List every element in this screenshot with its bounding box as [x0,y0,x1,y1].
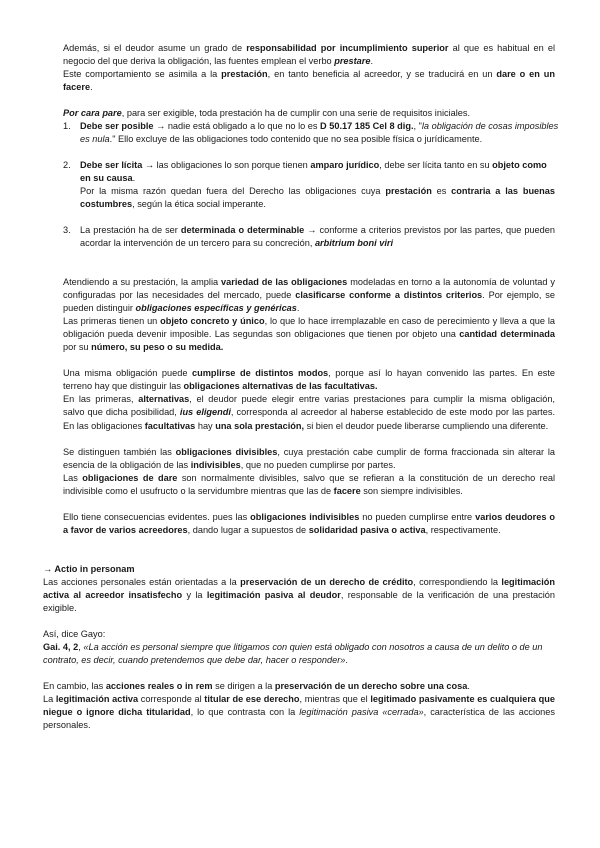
text-run: prestación [221,69,268,79]
text-line [63,381,378,392]
text-run: , " [413,121,422,131]
text-line [43,707,555,718]
text-run: indivisibles [190,460,241,470]
text-run: se dirigen a la [212,681,275,691]
text-run: costumbres [80,199,133,209]
text-run: , que no pueden cumplirse por partes. [240,460,396,470]
text-run: Una misma obligación puede [63,368,193,378]
text-line [80,160,547,171]
text-run: variedad de las obligaciones [221,277,348,287]
text-run: facere [63,82,91,92]
text-run: Ello tiene consecuencias evidentes. pues las [63,512,251,522]
text-line [63,512,555,523]
text-run: → conforme a criterios previstos por las partes, que pueden [304,225,555,235]
text-run: Se distinguen también las [63,447,176,457]
text-line [63,43,555,54]
text-run: . [132,173,136,183]
text-run: , corresponda al acreedor al haberse establecido de este modo por las partes. [230,407,555,417]
text-run: ." Ello excluye de las obligaciones todo contenido que no sea posible física o jurídicamente. [109,134,483,144]
text-run: obligaciones alternativas de las facultativas. [183,381,378,391]
text-line [80,134,482,145]
text-line [80,199,266,210]
text-line [63,69,555,80]
text-line [43,720,91,731]
text-run: Por la misma razón quedan fuera del Derecho las obligaciones cuya [80,186,386,196]
text-line [80,225,555,236]
text-run: por su [63,342,92,352]
text-run: Las [63,473,83,483]
text-run: obligaciones de dare [82,473,178,483]
text-run: , respectivamente. [425,525,501,535]
text-run: Debe ser posible [80,121,154,131]
text-run: legitimado pasivamente es cualquiera que [370,694,555,704]
text-line [63,525,501,536]
text-run: → Actio in personam [43,564,135,574]
text-run: . [296,303,300,313]
text-run: , debe ser lícita tanto en su [379,160,493,170]
text-run: obligaciones divisibles [175,447,278,457]
text-run: indivisible como el usufructo o la servidumbre mientras que las de [63,486,334,496]
text-run: contrato, es decir, cuando pretendemos que debe dar, hacer o responder» [43,655,346,665]
text-line [63,394,555,405]
text-run: La prestación ha de ser [80,225,181,235]
text-line [63,342,223,353]
text-line [43,577,555,588]
text-line [80,121,558,132]
text-run: activa al acreedor insatisfecho [43,590,183,600]
text-run: contraria a las buenas [451,186,555,196]
text-line [63,82,93,93]
text-run: corresponde al [138,694,205,704]
text-run: Por cara pare [63,108,122,118]
text-line [80,238,393,249]
text-run: . [467,681,470,691]
text-run: en su causa [80,173,133,183]
text-run: , el deudor puede elegir entre varias prestaciones para cumplir la misma obligación, [189,394,555,404]
text-run: terreno hay que distinguir las [63,381,184,391]
text-run: , lo que lo hace irremplazable en caso de perecimiento y lleva a que la [264,316,556,326]
text-run: salvo que dicha posibilidad, [63,407,180,417]
text-line [80,186,555,197]
text-run: preservación de un derecho sobre una cosa [274,681,468,691]
text-line [43,642,543,653]
text-line [63,486,463,497]
text-run: Así, dice Gayo: [43,629,106,639]
text-run: 3. [63,225,71,235]
text-run: legitimación pasiva «cerrada» [299,707,424,717]
text-run: pueden distinguir [63,303,136,313]
text-run: legitimación activa [55,694,139,704]
text-run: , [78,642,84,652]
text-line [63,225,71,236]
text-run: objeto como [492,160,547,170]
text-run: Las primeras tienen un [63,316,161,326]
text-run: , para ser exigible, toda prestación ha de cumplir con una serie de requisitos iniciales. [121,108,471,118]
text-run: personales. [43,720,91,730]
text-run: número, su peso o su medida. [91,342,224,352]
text-run: son normalmente divisibles, salvo que se refieran a la constitución de un derecho real [177,473,555,483]
text-line [43,694,555,705]
text-run: → nadie está obligado a lo que no lo es [153,121,321,131]
text-run: Atendiendo a su prestación, la amplia [63,277,222,287]
text-run: acordar la intervención de un tercero para su concreción, [80,238,315,248]
text-line [43,681,470,692]
text-line [63,108,470,119]
text-line [63,473,555,484]
text-run: acciones reales o in rem [105,681,213,691]
text-run: facultativas [144,421,196,431]
text-run: . [345,655,348,665]
text-run: 2. [63,160,71,170]
text-run: Gai. 4, 2 [43,642,79,652]
text-run: cumplirse de distintos modos [192,368,329,378]
text-run: Debe ser lícita [80,160,143,170]
text-run: modeladas en torno a la autonomía de voluntad y [347,277,555,287]
text-run: solidaridad pasiva o activa [308,525,426,535]
text-run: al que es habitual en el [448,43,555,53]
text-run: varios deudores o [475,512,556,522]
text-run: hay [195,421,216,431]
text-line [43,603,77,614]
text-run: «La acción es personal siempre que litigamos con quien está obligado con nosotros a causa de un delito o de un [83,642,543,652]
text-run: ius eligendi [179,407,231,417]
text-line [63,303,299,314]
text-line [63,421,548,432]
text-run: arbitrium boni viri [314,238,394,248]
text-run: La [43,694,56,704]
text-run: objeto concreto y único [160,316,265,326]
text-run: . Por ejemplo, se [482,290,555,300]
text-run: clasificarse conforme a distintos criterios [295,290,483,300]
text-run: , dando lugar a supuestos de [187,525,309,535]
text-run: , en tanto beneficia al acreedor, y se traducirá en un [267,69,497,79]
text-run: niegue o ignore dicha titularidad [43,707,191,717]
text-run: , cuya prestación cabe cumplir de forma fraccionada sin alterar la [277,447,555,457]
text-run: , responsable de la verificación de una prestación [340,590,555,600]
text-line [63,447,555,458]
text-run: , característica de las acciones [423,707,555,717]
text-line [63,316,555,327]
text-line [63,407,555,418]
text-run: exigible. [43,603,77,613]
text-run: cantidad determinada [459,329,556,339]
text-run: 1. [63,121,71,131]
text-run: determinada o determinable [180,225,305,235]
text-run: es [431,186,452,196]
text-run: , lo que contrasta con la [190,707,300,717]
text-line [63,368,555,379]
text-line [63,277,555,288]
text-run: legitimación [501,577,555,587]
text-run: , mientras que el [299,694,371,704]
text-line [63,329,555,340]
text-line [43,629,105,640]
text-run: facere [333,486,361,496]
text-run: prestación [385,186,432,196]
text-run: alternativas [138,394,190,404]
text-run: si bien el deudor puede liberarse cumpliendo una diferente. [304,421,549,431]
text-run: son siempre indivisibles. [360,486,463,496]
text-line [43,564,135,575]
text-run: En las obligaciones [63,421,145,431]
text-run: En cambio, las [43,681,106,691]
text-run: D 50.17 185 Cel 8 dig. [320,121,414,131]
text-run: . [370,56,374,66]
text-run: esencia de la obligación de las [63,460,191,470]
text-run: , correspondiendo la [413,577,502,587]
text-run: → las obligaciones lo son porque tienen [142,160,311,170]
text-run: , porque así lo hayan convenido las partes. En este [328,368,555,378]
text-line [43,590,555,601]
text-run: configuradas por las necesidades del mercado, puede [63,290,296,300]
text-line [63,290,555,301]
text-line [43,655,348,666]
text-run: no pueden cumplirse entre [359,512,476,522]
text-run: responsabilidad por incumplimiento superior [246,43,449,53]
text-run: Además, si el deudor asume un grado de [63,43,247,53]
text-run: amparo jurídico [310,160,380,170]
text-run: obligaciones indivisibles [250,512,360,522]
text-run: . [90,82,93,92]
text-run: titular de ese derecho [204,694,300,704]
text-run: legitimación pasiva al deudor [206,590,341,600]
text-line [63,56,373,67]
text-run: Este comportamiento se asimila a la [63,69,222,79]
text-run: , según la ética social imperante. [132,199,266,209]
text-run: preservación de un derecho de crédito [240,577,414,587]
text-run: es nula [80,134,110,144]
text-run: negocio del que deriva la obligación, las fuentes emplean el verbo [63,56,335,66]
text-run: a favor de varios acreedores [63,525,188,535]
text-line [63,460,396,471]
text-run: dare o en un [496,69,556,79]
text-run: prestare [334,56,371,66]
text-line [63,121,71,132]
text-line [80,173,135,184]
text-run: obligaciones específicas y genéricas [135,303,297,313]
text-line [63,160,71,171]
text-run: En las primeras, [63,394,139,404]
text-run: obligación pueda devenir imposible. Las segundas son obligaciones que tienen por objeto una [63,329,460,339]
text-run: Las acciones personales están orientadas a la [43,577,241,587]
text-run: la obligación de cosas imposibles [421,121,559,131]
text-run: y la [182,590,207,600]
text-run: una sola prestación, [215,421,305,431]
